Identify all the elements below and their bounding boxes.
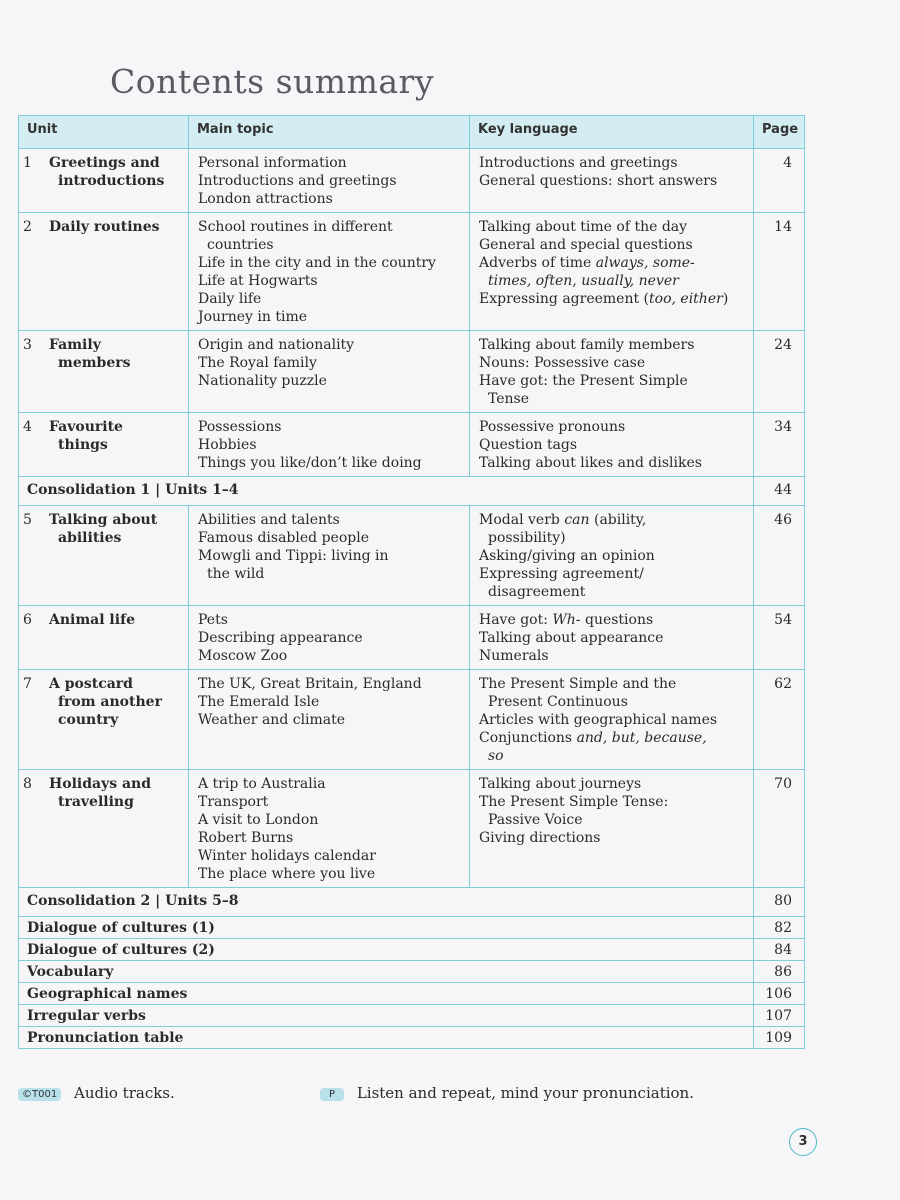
language-line: Passive Voice: [488, 812, 583, 828]
language-line: Articles with geographical names: [479, 712, 718, 728]
unit-cell: [19, 149, 189, 213]
language-line: Asking/giving an opinion: [479, 548, 655, 564]
language-cell: [470, 149, 754, 213]
unit-label: [19, 775, 188, 811]
language-line: Talking about appearance: [479, 630, 664, 646]
topic-cell: [189, 213, 470, 331]
unit-number: 7: [23, 676, 32, 692]
audio-legend: [18, 1084, 175, 1102]
page-cell: 54: [754, 606, 805, 670]
unit-name-line: country: [58, 712, 119, 728]
unit-number: 5: [23, 512, 32, 528]
topic-line: Winter holidays calendar: [198, 848, 376, 864]
language-cell: [470, 770, 754, 888]
topic-cell: [189, 770, 470, 888]
header-language: Key language: [470, 116, 754, 149]
unit-cell: [19, 413, 189, 477]
language-line: Expressing agreement (too, either): [479, 291, 729, 307]
table-header-row: [19, 116, 805, 149]
topic-line: The place where you live: [198, 866, 376, 882]
topic-line: Mowgli and Tippi: living in: [198, 548, 389, 564]
section-row: [19, 983, 805, 1005]
topic-line: The Royal family: [198, 355, 317, 371]
language-cell: [470, 606, 754, 670]
language-line: Present Continuous: [488, 694, 628, 710]
section-label: Dialogue of cultures (1): [19, 917, 754, 939]
language-line: [479, 272, 749, 290]
topic-line: London attractions: [198, 191, 333, 207]
topic-cell: [189, 149, 470, 213]
unit-name-line: A postcard: [49, 676, 133, 692]
header-page: Page: [754, 116, 805, 149]
audio-tag-icon: ©T001: [18, 1088, 61, 1101]
section-row: [19, 939, 805, 961]
section-label: Consolidation 1 | Units 1–4: [19, 477, 754, 506]
language-line: The Present Simple and the: [479, 676, 677, 692]
topic-line: Moscow Zoo: [198, 648, 288, 664]
italic-term: Wh-: [552, 612, 581, 628]
unit-name: [49, 154, 164, 190]
topic-line: Abilities and talents: [198, 512, 340, 528]
unit-name-line: introductions: [58, 173, 165, 189]
unit-row: [19, 770, 805, 888]
topic-line: The Emerald Isle: [198, 694, 320, 710]
page-cell: 24: [754, 331, 805, 413]
language-line: Have got: Wh- questions: [479, 612, 654, 628]
language-line: General questions: short answers: [479, 173, 718, 189]
topic-line: Robert Burns: [198, 830, 294, 846]
page-cell: 34: [754, 413, 805, 477]
unit-name: [49, 675, 162, 729]
language-line: Possessive pronouns: [479, 419, 626, 435]
language-line: Conjunctions and, but, because,: [479, 730, 707, 746]
section-label: Pronunciation table: [19, 1027, 754, 1049]
unit-name-line: Animal life: [49, 612, 136, 628]
topic-line: Journey in time: [198, 309, 308, 325]
language-line: Introductions and greetings: [479, 155, 678, 171]
italic-term: times, often, usually, never: [488, 273, 679, 289]
unit-label: [19, 336, 188, 372]
topic-line: Hobbies: [198, 437, 257, 453]
unit-name: [49, 775, 151, 811]
unit-label: [19, 154, 188, 190]
pronunciation-legend: [320, 1084, 694, 1102]
language-line: [479, 747, 749, 765]
unit-name-line: travelling: [58, 794, 134, 810]
topic-cell: [189, 606, 470, 670]
language-line: Numerals: [479, 648, 549, 664]
header-topic: Main topic: [189, 116, 470, 149]
unit-number: 1: [23, 155, 32, 171]
topic-line: countries: [207, 237, 274, 253]
unit-name-line: from another: [58, 694, 162, 710]
unit-name-line: things: [58, 437, 108, 453]
page-cell: 4: [754, 149, 805, 213]
unit-label: [19, 418, 188, 454]
language-cell: [470, 331, 754, 413]
language-line: The Present Simple Tense:: [479, 794, 669, 810]
topic-cell: [189, 670, 470, 770]
topic-line: Introductions and greetings: [198, 173, 397, 189]
contents-table: [18, 115, 805, 1049]
unit-row: [19, 331, 805, 413]
italic-term: can: [564, 512, 590, 528]
language-line: Nouns: Possessive case: [479, 355, 646, 371]
unit-name-line: Family: [49, 337, 101, 353]
unit-name-line: Talking about: [49, 512, 158, 528]
language-line: General and special questions: [479, 237, 693, 253]
topic-line: the wild: [207, 566, 265, 582]
unit-row: [19, 606, 805, 670]
language-line: Question tags: [479, 437, 578, 453]
unit-name-line: abilities: [58, 530, 122, 546]
italic-term: too, either: [649, 291, 723, 307]
unit-name-line: Favourite: [49, 419, 123, 435]
section-page: 109: [754, 1027, 805, 1049]
unit-cell: [19, 331, 189, 413]
section-row: [19, 1027, 805, 1049]
unit-row: [19, 149, 805, 213]
topic-line: Describing appearance: [198, 630, 363, 646]
language-line: Expressing agreement/: [479, 566, 644, 582]
section-label: Geographical names: [19, 983, 754, 1005]
section-row: [19, 888, 805, 917]
unit-name: [49, 511, 157, 547]
legend: [18, 1084, 804, 1106]
unit-name: [49, 336, 131, 372]
unit-number: 4: [23, 419, 32, 435]
section-page: 84: [754, 939, 805, 961]
topic-line: Personal information: [198, 155, 347, 171]
language-line: possibility): [488, 530, 566, 546]
topic-line: Famous disabled people: [198, 530, 369, 546]
unit-label: [19, 511, 188, 547]
language-line: Adverbs of time always, some-: [479, 255, 695, 271]
topic-cell: [189, 413, 470, 477]
section-label: Consolidation 2 | Units 5–8: [19, 888, 754, 917]
pronunciation-legend-text: Listen and repeat, mind your pronunciation.: [356, 1084, 694, 1102]
section-row: [19, 961, 805, 983]
topic-line: Origin and nationality: [198, 337, 355, 353]
unit-number: 2: [23, 219, 32, 235]
unit-row: [19, 670, 805, 770]
italic-term: so: [488, 748, 504, 764]
unit-name: [49, 611, 135, 629]
language-line: Talking about journeys: [479, 776, 642, 792]
topic-line: Weather and climate: [198, 712, 346, 728]
unit-label: [19, 218, 188, 236]
topic-line: A trip to Australia: [198, 776, 326, 792]
unit-number: 3: [23, 337, 32, 353]
unit-row: [19, 213, 805, 331]
language-cell: [470, 213, 754, 331]
language-line: Talking about family members: [479, 337, 695, 353]
unit-number: 6: [23, 612, 32, 628]
topic-line: Life at Hogwarts: [198, 273, 318, 289]
section-label: Irregular verbs: [19, 1005, 754, 1027]
page-title: Contents summary: [110, 62, 434, 101]
unit-cell: [19, 213, 189, 331]
unit-name-line: Holidays and: [49, 776, 151, 792]
header-unit: Unit: [19, 116, 189, 149]
topic-line: Pets: [198, 612, 228, 628]
page-cell: 70: [754, 770, 805, 888]
language-line: Tense: [488, 391, 530, 407]
unit-row: [19, 413, 805, 477]
page-cell: 62: [754, 670, 805, 770]
unit-name: [49, 418, 123, 454]
topic-line: The UK, Great Britain, England: [198, 676, 422, 692]
section-row: [19, 477, 805, 506]
italic-term: always, some-: [595, 255, 695, 271]
section-label: Dialogue of cultures (2): [19, 939, 754, 961]
unit-cell: [19, 770, 189, 888]
language-line: Talking about likes and dislikes: [479, 455, 702, 471]
section-page: 44: [754, 477, 805, 506]
page-cell: 14: [754, 213, 805, 331]
topic-line: Transport: [198, 794, 269, 810]
language-line: Giving directions: [479, 830, 601, 846]
unit-label: [19, 611, 188, 629]
topic-cell: [189, 506, 470, 606]
section-page: 82: [754, 917, 805, 939]
audio-legend-text: Audio tracks.: [73, 1084, 175, 1102]
language-line: Modal verb can (ability,: [479, 512, 647, 528]
topic-cell: [189, 331, 470, 413]
p-tag-icon: P: [320, 1088, 344, 1101]
language-cell: [470, 670, 754, 770]
unit-cell: [19, 506, 189, 606]
unit-cell: [19, 670, 189, 770]
unit-row: [19, 506, 805, 606]
section-page: 106: [754, 983, 805, 1005]
topic-line: Things you like/don’t like doing: [198, 455, 422, 471]
language-cell: [470, 413, 754, 477]
section-row: [19, 1005, 805, 1027]
topic-line: Possessions: [198, 419, 282, 435]
italic-term: and, but, because,: [576, 730, 707, 746]
language-line: Have got: the Present Simple: [479, 373, 688, 389]
topic-line: Nationality puzzle: [198, 373, 327, 389]
section-row: [19, 917, 805, 939]
topic-line: Daily life: [198, 291, 262, 307]
language-line: Talking about time of the day: [479, 219, 688, 235]
topic-line: Life in the city and in the country: [198, 255, 436, 271]
unit-name: [49, 218, 160, 236]
unit-name-line: Greetings and: [49, 155, 160, 171]
unit-number: 8: [23, 776, 32, 792]
section-label: Vocabulary: [19, 961, 754, 983]
section-page: 86: [754, 961, 805, 983]
unit-name-line: Daily routines: [49, 219, 160, 235]
topic-line: A visit to London: [198, 812, 319, 828]
unit-name-line: members: [58, 355, 131, 371]
unit-cell: [19, 606, 189, 670]
section-page: 80: [754, 888, 805, 917]
page-number: 3: [789, 1128, 817, 1156]
section-page: 107: [754, 1005, 805, 1027]
language-line: disagreement: [488, 584, 586, 600]
topic-line: School routines in different: [198, 219, 393, 235]
language-cell: [470, 506, 754, 606]
unit-label: [19, 675, 188, 729]
page-cell: 46: [754, 506, 805, 606]
